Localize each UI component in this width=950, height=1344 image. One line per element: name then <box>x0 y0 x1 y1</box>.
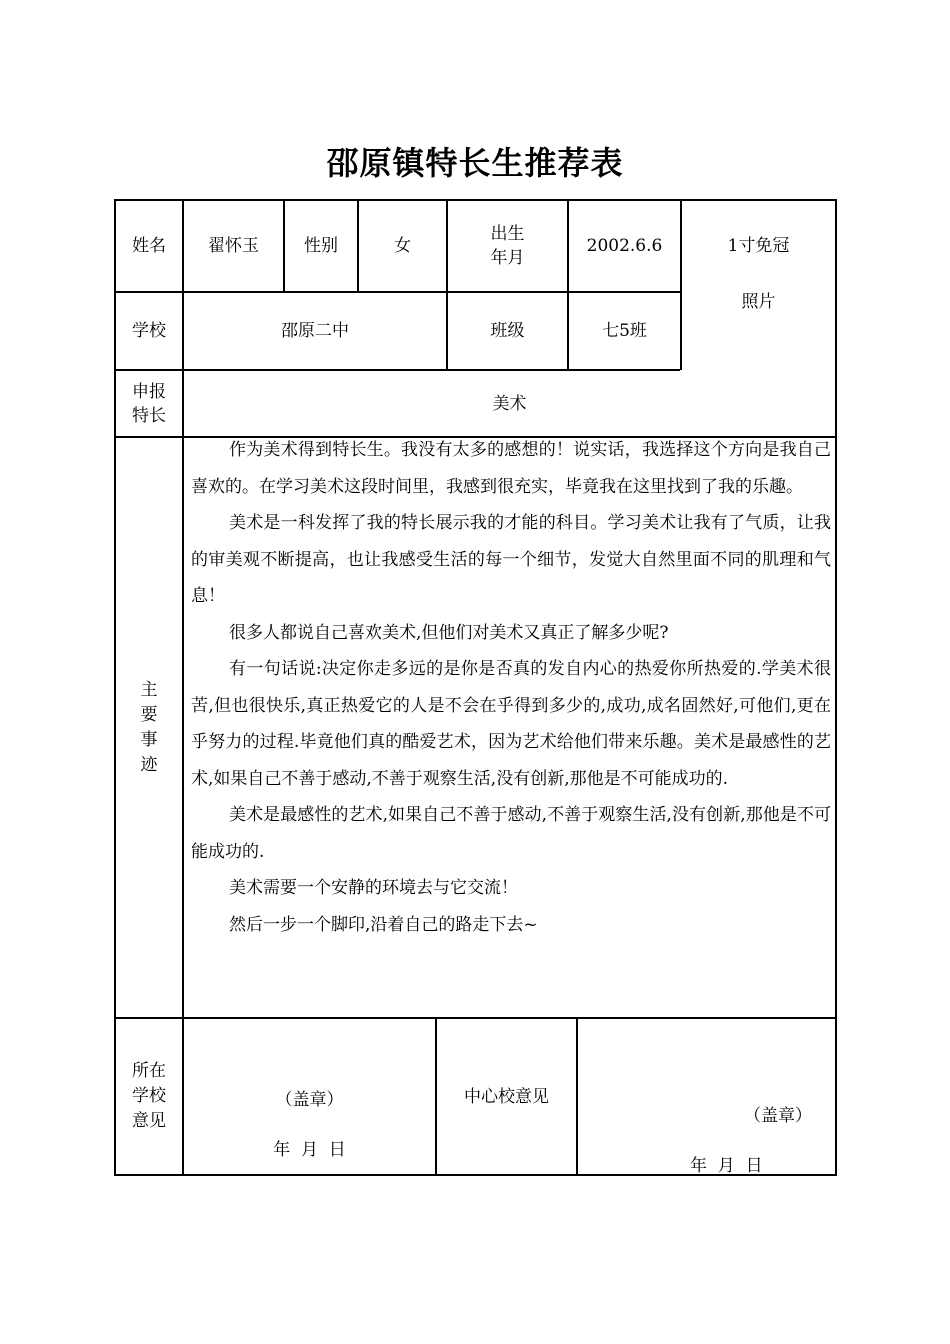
school-date: 年 月 日 <box>273 1140 346 1160</box>
school-seal: （盖章） <box>275 1090 344 1110</box>
deeds-paragraph: 美术是一科发挥了我的特长展示我的才能的科目。学习美术让我有了气质，让我的审美观不断提高，也让我感受生活的每一个细节，发觉大自然里面不同的肌理和气息！ <box>191 513 831 606</box>
center-date: 年 月 日 <box>690 1156 763 1176</box>
school-opinion-label-line: 意见 <box>132 1111 166 1131</box>
class-value: 七5班 <box>602 321 647 341</box>
school-value: 邵原二中 <box>281 321 349 341</box>
deeds-text <box>191 432 831 943</box>
deeds-label-char: 要 <box>140 704 158 725</box>
gender-label: 性别 <box>304 236 338 256</box>
birth-label-line2: 年月 <box>490 248 525 268</box>
photo-placeholder-line2: 照片 <box>741 292 776 312</box>
specialty-value: 美术 <box>492 393 527 414</box>
class-label: 班级 <box>490 321 525 341</box>
specialty-label <box>116 371 182 436</box>
deeds-label <box>116 438 182 1017</box>
deeds-paragraph: 很多人都说自己喜欢美术,但他们对美术又真正了解多少呢? <box>229 622 669 643</box>
school-label: 学校 <box>132 321 166 341</box>
col-divider <box>680 199 682 370</box>
deeds-paragraph: 作为美术得到特长生。我没有太多的感想的！说实话，我选择这个方向是我自己喜欢的。在学习美术这段时间里，我感到很充实，毕竟我在这里找到了我的乐趣。 <box>191 440 831 497</box>
deeds-label-char: 迹 <box>140 754 158 775</box>
deeds-label-char: 事 <box>140 729 158 750</box>
deeds-paragraph: 然后一步一个脚印,沿着自己的路走下去~ <box>229 914 538 935</box>
school-opinion-label-line: 学校 <box>132 1086 166 1106</box>
center-opinion-label: 中心校意见 <box>464 1086 549 1107</box>
col-divider <box>576 1017 578 1176</box>
birth-label-line1: 出生 <box>490 224 525 244</box>
birth-label <box>448 201 567 291</box>
gender-value: 女 <box>394 236 411 256</box>
school-opinion-label-line: 所在 <box>132 1061 166 1081</box>
specialty-label-line1: 申报 <box>132 381 166 402</box>
center-seal: （盖章） <box>744 1106 812 1126</box>
deeds-paragraph: 美术是最感性的艺术,如果自己不善于感动,不善于观察生活,没有创新,那他是不可能成功的. <box>191 805 831 862</box>
photo-placeholder-line1: 1寸免冠 <box>727 236 790 256</box>
table-border <box>835 199 837 1176</box>
specialty-label-line2: 特长 <box>132 405 166 426</box>
birth-value: 2002.6.6 <box>586 236 663 256</box>
name-value: 翟怀玉 <box>208 236 259 256</box>
deeds-paragraph: 美术需要一个安静的环境去与它交流！ <box>229 878 518 898</box>
deeds-paragraph: 有一句话说:决定你走多远的是你是否真的发自内心的热爱你所热爱的.学美术很苦,但也很快乐,真正热爱它的人是不会在乎得到多少的,成功,成名固然好,可他们,更在乎努力的过程.毕竟他们真的酷爱艺术，因为艺术给他们带来乐趣。美术是最感性的艺术,如果自己不善于感动,不善于观察生活,没有创新,那他是不可能成功的. <box>191 659 831 789</box>
school-opinion-label <box>116 1019 182 1174</box>
page-title: 邵原镇特长生推荐表 <box>326 144 624 182</box>
deeds-label-char: 主 <box>140 679 158 700</box>
name-label: 姓名 <box>132 236 166 256</box>
